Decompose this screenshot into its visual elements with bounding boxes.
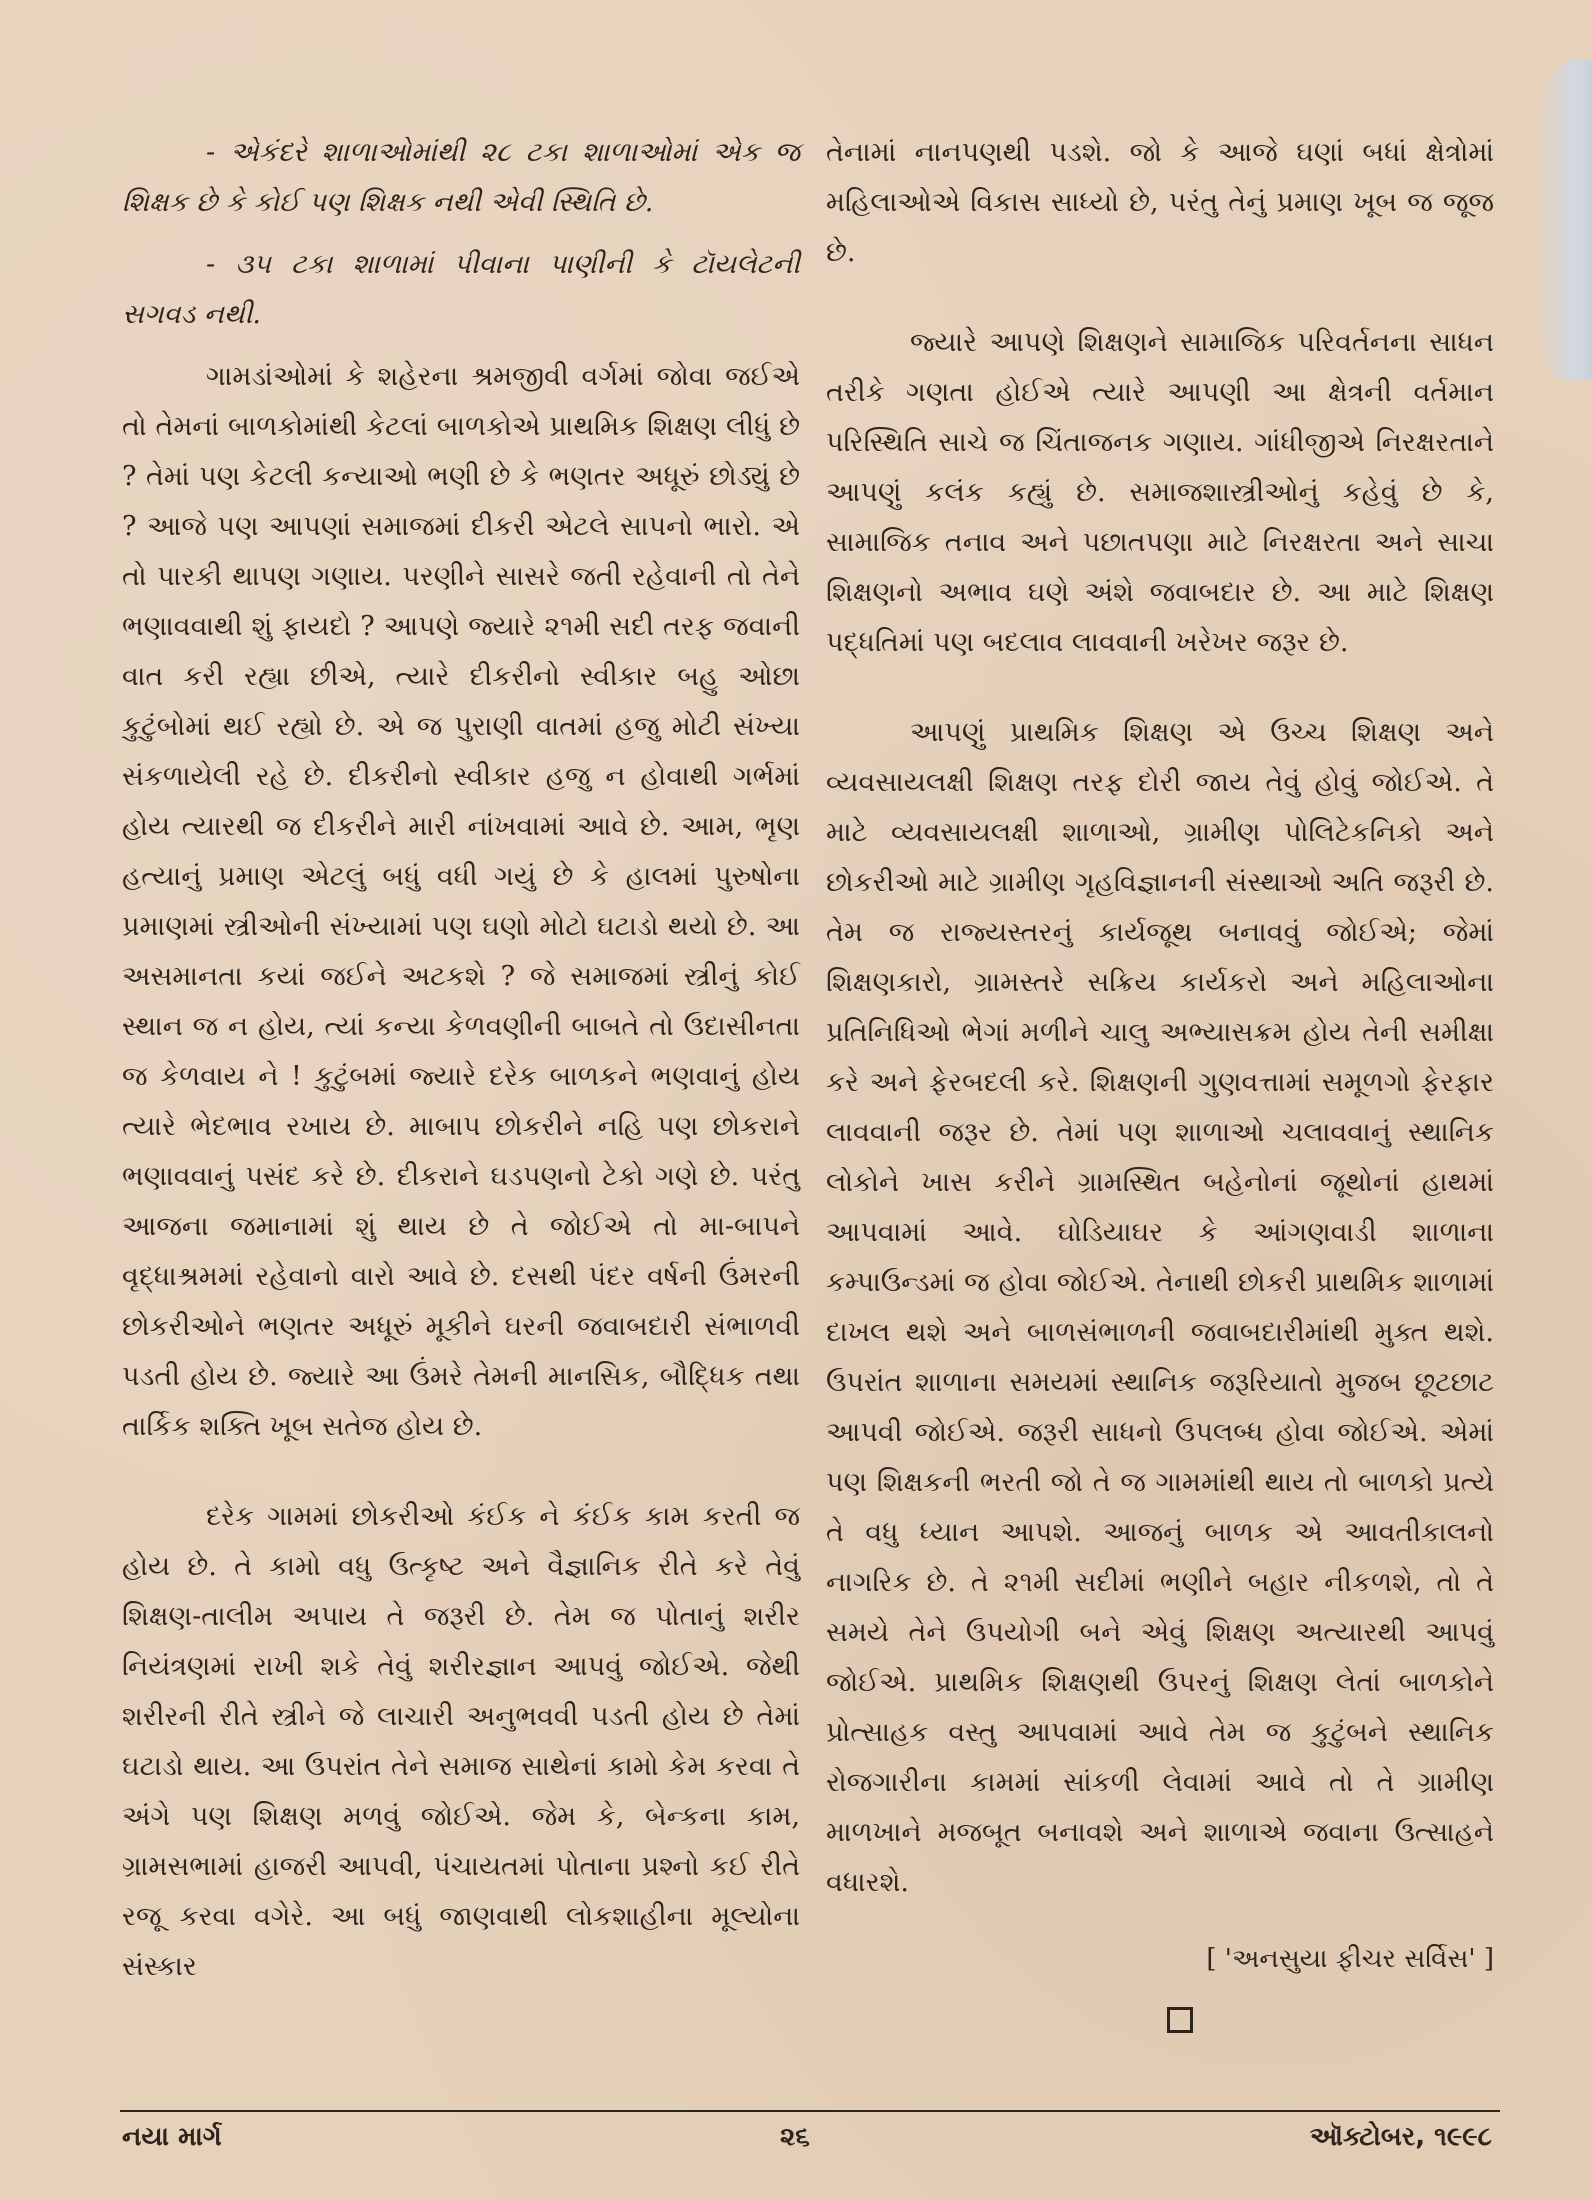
footer-page-number: ૨૬ <box>780 2122 810 2152</box>
right-column <box>826 128 1494 2044</box>
stat-bullet-teachers: - એકંદરે શાળાઓમાંથી ૨૮ ટકા શાળાઓમાં એક જ શિક્ષક છે કે કોઈ પણ શિક્ષક નથી એવી સ્થિતિ છે. <box>122 137 800 218</box>
paragraph-primary-education: આપણું પ્રાથમિક શિક્ષણ એ ઉચ્ચ શિક્ષણ અને વ્યવસાયલક્ષી શિક્ષણ તરફ દોરી જાય તેવું હોવું જોઈએ. તે માટે વ્યવસાયલક્ષી શાળાઓ, ગ્રામીણ પોલિટેકનિકો અને છોકરીઓ માટે ગ્રામીણ ગૃહવિજ્ઞાનની સંસ્થાઓ અતિ જરૂરી છે. તેમ જ રાજ્યસ્તરનું કાર્યજૂથ બનાવવું જોઈએ; જેમાં શિક્ષણકારો, ગ્રામસ્તરે સક્રિય કાર્યકરો અને મહિલાઓના પ્રતિનિધિઓ ભેગાં મળીને ચાલુ અભ્યાસક્રમ હોય તેની સમીક્ષા કરે અને ફેરબદલી કરે. શિક્ષણની ગુણવત્તામાં સમૂળગો ફેરફાર લાવવાની જરૂર છે. તેમાં પણ શાળાઓ ચલાવવાનું સ્થાનિક લોકોને ખાસ કરીને ગ્રામસ્થિત બહેનોનાં જૂથોનાં હાથમાં આપવામાં આવે. ઘોડિયાઘર કે આંગણવાડી શાળાના કમ્પાઉન્ડમાં જ હોવા જોઈએ. તેનાથી છોકરી પ્રાથમિક શાળામાં દાખલ થશે અને બાળસંભાળની જવાબદારીમાંથી મુક્ત થશે. ઉપરાંત શાળાના સમયમાં સ્થાનિક જરૂરિયાતો મુજબ છૂટછાટ આપવી જોઈએ. જરૂરી સાધનો ઉપલબ્ધ હોવા જોઈએ. એમાં પણ શિક્ષકની ભરતી જો તે જ ગામમાંથી થાય તો બાળકો પ્રત્યે તે વધુ ધ્યાન આપશે. આજનું બાળક એ આવતીકાલનો નાગરિક છે. તે ૨૧મી સદીમાં ભણીને બહાર નીકળશે, તો તે સમયે તેને ઉપયોગી બને એવું શિક્ષણ અત્યારથી આપવું જોઈએ. પ્રાથમિક શિક્ષણથી ઉપરનું શિક્ષણ લેતાં બાળકોને પ્રોત્સાહક વસ્તુ આપવામાં આવે તેમ જ કુટુંબને સ્થાનિક રોજગારીના કામમાં સાંકળી લેવામાં આવે તો તે ગ્રામીણ માળખાને મજબૂત બનાવશે અને શાળાએ જવાના ઉત્સાહને વધારશે. <box>826 717 1494 1898</box>
torn-edge <box>1532 60 1592 380</box>
paragraph-skills-training: દરેક ગામમાં છોકરીઓ કંઈક ને કંઈક કામ કરતી જ હોય છે. તે કામો વધુ ઉત્કૃષ્ટ અને વૈજ્ઞાનિક રીતે કરે તેવું શિક્ષણ-તાલીમ અપાય તે જરૂરી છે. તેમ જ પોતાનું શરીર નિયંત્રણમાં રાખી શકે તેવું શરીરજ્ઞાન આપવું જોઈએ. જેથી શરીરની રીતે સ્ત્રીને જે લાચારી અનુભવવી પડતી હોય છે તેમાં ઘટાડો થાય. આ ઉપરાંત તેને સમાજ સાથેનાં કામો કેમ કરવા તે અંગે પણ શિક્ષણ મળવું જોઈએ. જેમ કે, બેન્કના કામ, ગ્રામસભામાં હાજરી આપવી, પંચાયતમાં પોતાના પ્રશ્નો કઈ રીતે રજૂ કરવા વગેરે. આ બધું જાણવાથી લોકશાહીના મૂલ્યોના સંસ્કાર <box>122 1501 800 1982</box>
stat-bullet-facilities: - ૩૫ ટકા શાળામાં પીવાના પાણીની કે ટૉયલેટની સગવડ નથી. <box>122 249 800 330</box>
end-of-article-mark <box>826 2004 1494 2044</box>
paragraph-continuation: તેનામાં નાનપણથી પડશે. જો કે આજે ઘણાં બધાં ક્ષેત્રોમાં મહિલાઓએ વિકાસ સાધ્યો છે, પરંતુ તેનું પ્રમાણ ખૂબ જ જૂજ છે. <box>826 137 1494 268</box>
end-square-icon <box>1167 2007 1193 2033</box>
left-column <box>122 128 800 1992</box>
footer-magazine-name: નયા માર્ગ <box>122 2122 222 2152</box>
footer-divider <box>120 2110 1500 2112</box>
article-credit: [ 'અનસુયા ફીચર સર્વિસ' ] <box>1206 1944 1494 1974</box>
paragraph-social-change: જ્યારે આપણે શિક્ષણને સામાજિક પરિવર્તનના સાધન તરીકે ગણતા હોઈએ ત્યારે આપણી આ ક્ષેત્રની વર્તમાન પરિસ્થિતિ સાચે જ ચિંતાજનક ગણાય. ગાંધીજીએ નિરક્ષરતાને આપણું કલંક કહ્યું છે. સમાજશાસ્ત્રીઓનું કહેવું છે કે, સામાજિક તનાવ અને પછાતપણા માટે નિરક્ષરતા અને સાચા શિક્ષણનો અભાવ ઘણે અંશે જવાબદાર છે. આ માટે શિક્ષણ પદ્ધતિમાં પણ બદલાવ લાવવાની ખરેખર જરૂર છે. <box>826 327 1494 658</box>
paragraph-girls-education: ગામડાંઓમાં કે શહેરના શ્રમજીવી વર્ગમાં જોવા જઈએ તો તેમનાં બાળકોમાંથી કેટલાં બાળકોએ પ્રાથમિક શિક્ષણ લીધું છે ? તેમાં પણ કેટલી કન્યાઓ ભણી છે કે ભણતર અધૂરું છોડ્યું છે ? આજે પણ આપણાં સમાજમાં દીકરી એટલે સાપનો ભારો. એ તો પારકી થાપણ ગણાય. પરણીને સાસરે જતી રહેવાની તો તેને ભણાવવાથી શું ફાયદો ? આપણે જ્યારે ૨૧મી સદી તરફ જવાની વાત કરી રહ્યા છીએ, ત્યારે દીકરીનો સ્વીકાર બહુ ઓછા કુટુંબોમાં થઈ રહ્યો છે. એ જ પુરાણી વાતમાં હજુ મોટી સંખ્યા સંકળાયેલી રહે છે. દીકરીનો સ્વીકાર હજુ ન હોવાથી ગર્ભમાં હોય ત્યારથી જ દીકરીને મારી નાંખવામાં આવે છે. આમ, ભૃણ હત્યાનું પ્રમાણ એટલું બધું વધી ગયું છે કે હાલમાં પુરુષોના પ્રમાણમાં સ્ત્રીઓની સંખ્યામાં પણ ઘણો મોટો ઘટાડો થયો છે. આ અસમાનતા કયાં જઈને અટકશે ? જે સમાજમાં સ્ત્રીનું કોઈ સ્થાન જ ન હોય, ત્યાં કન્યા કેળવણીની બાબતે તો ઉદાસીનતા જ કેળવાય ને ! કુટુંબમાં જ્યારે દરેક બાળકને ભણવાનું હોય ત્યારે ભેદભાવ રખાય છે. માબાપ છોકરીને નહિ પણ છોકરાને ભણાવવાનું પસંદ કરે છે. દીકરાને ઘડપણનો ટેકો ગણે છે. પરંતુ આજના જમાનામાં શું થાય છે તે જોઈએ તો મા-બાપને વૃદ્ધાશ્રમમાં રહેવાનો વારો આવે છે. દસથી પંદર વર્ષની ઉંમરની છોકરીઓને ભણતર અધૂરું મૂકીને ઘરની જવાબદારી સંભાળવી પડતી હોય છે. જ્યારે આ ઉંમરે તેમની માનસિક, બૌદ્ધિક તથા તાર્કિક શક્તિ ખૂબ સતેજ હોય છે. <box>122 361 800 1442</box>
footer-date: ઑક્ટોબર, ૧૯૯૮ <box>1309 2122 1492 2152</box>
